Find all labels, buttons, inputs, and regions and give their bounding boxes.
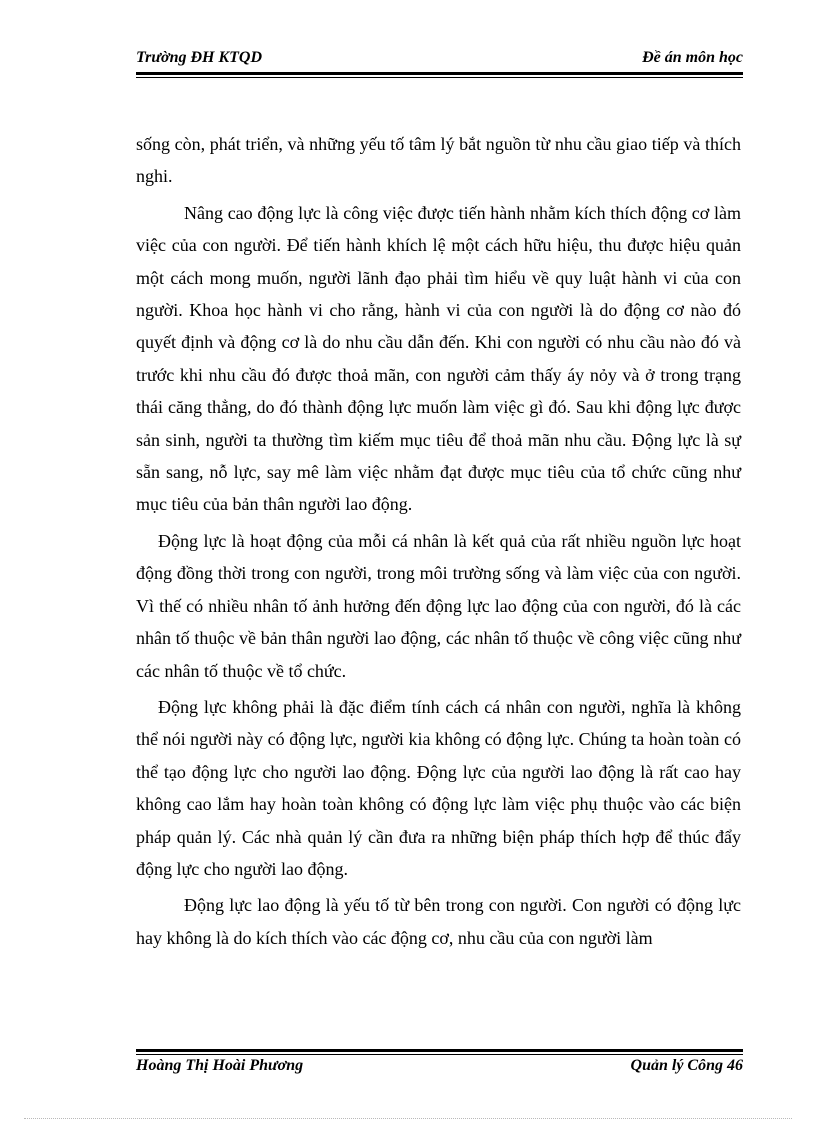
header-rule-thick [136, 72, 743, 75]
paragraph-5: Động lực lao động là yếu tố từ bên trong con người. Con người có động lực hay không là do kích thích vào các động cơ, nhu cầu của con người làm [136, 895, 741, 948]
header-school: Trường ĐH KTQD [136, 49, 263, 66]
footer-class: Quản lý Công 46 [630, 1057, 743, 1074]
header-doc-type: Đề án môn học [642, 49, 743, 66]
page-footer [136, 1057, 743, 1079]
document-body [136, 128, 741, 958]
page-edge-dotted-line [24, 1118, 792, 1119]
footer-rule-thick [136, 1049, 743, 1052]
footer-author: Hoàng Thị Hoài Phương [136, 1057, 304, 1074]
paragraph-2: Nâng cao động lực là công việc được tiến hành nhằm kích thích động cơ làm việc của con người. Để tiến hành khích lệ một cách hữu hiệu, thu được hiệu quản một cách mong muốn, người lãnh đạo phải tìm hiểu về quy luật hành vi của con người. Khoa học hành vi cho rằng, hành vi của con người là do động cơ nào đó quyết định và động cơ là do nhu cầu dẫn đến. Khi con người có nhu cầu nào đó và trước khi nhu cầu đó được thoả mãn, con người cảm thấy áy nỏy và ở trong trạng thái căng thẳng, do đó thành động lực muốn làm việc gì đó. Sau khi động lực được sản sinh, người ta thường tìm kiếm mục tiêu để thoả mãn nhu cầu. Động lực là sự sẵn sang, nỗ lực, say mê làm việc nhằm đạt được mục tiêu của tổ chức cũng như mục tiêu của bản thân người lao động. [136, 202, 741, 515]
page-header [136, 49, 743, 71]
paragraph-4: Động lực không phải là đặc điểm tính cách cá nhân con người, nghĩa là không thể nói người này có động lực, người kia không có động lực. Chúng ta hoàn toàn có thể tạo động lực cho người lao động. Động lực của người lao động là rất cao hay không cao lắm hay hoàn toàn không có động lực làm việc phụ thuộc vào các biện pháp quản lý. Các nhà quản lý cần đưa ra những biện pháp thích hợp để thúc đẩy động lực cho người lao động. [136, 696, 741, 879]
header-rule-thin [136, 77, 743, 78]
footer-rule-thin [136, 1054, 743, 1055]
paragraph-3: Động lực là hoạt động của mỗi cá nhân là kết quả của rất nhiều nguồn lực hoạt động đồng thời trong con người, trong môi trường sống và làm việc của con người. Vì thế có nhiều nhân tố ảnh hưởng đến động lực lao động của con người, đó là các nhân tố thuộc về bản thân người lao động, các nhân tố thuộc về công việc cũng như các nhân tố thuộc về tổ chức. [136, 530, 741, 681]
paragraph-1: sống còn, phát triển, và những yếu tố tâm lý bắt nguồn từ nhu cầu giao tiếp và thích nghi. [136, 134, 741, 187]
